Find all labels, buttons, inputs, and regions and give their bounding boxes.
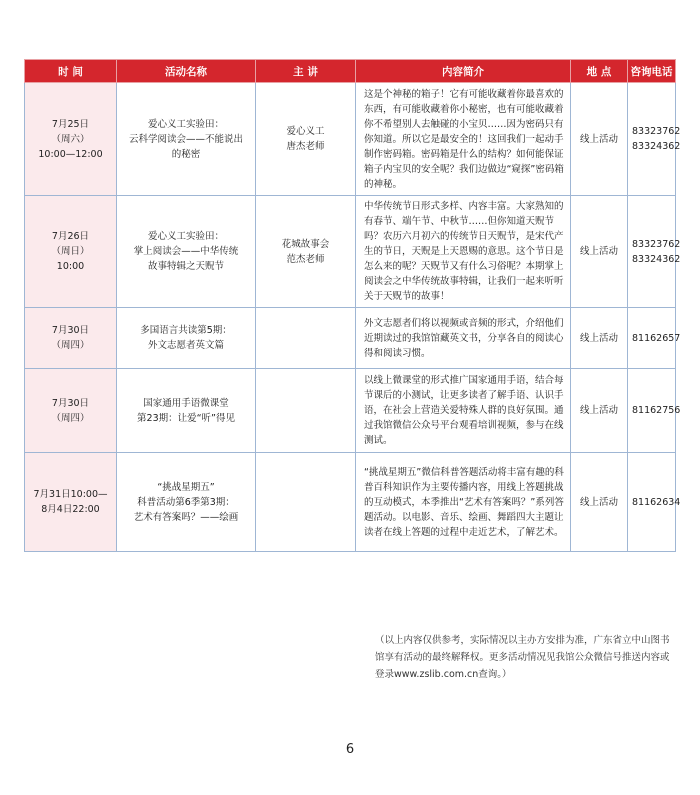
activity-name-cell-line: 艺术有答案吗？——绘画 bbox=[133, 511, 239, 523]
date-cell bbox=[25, 83, 117, 196]
header-speaker: 主 讲 bbox=[256, 60, 356, 83]
activity-table bbox=[24, 59, 681, 552]
phone-cell-line: 83323762 bbox=[632, 238, 681, 250]
header-description: 内容简介 bbox=[356, 60, 571, 83]
table-row bbox=[25, 453, 676, 552]
activity-name-cell-line: 故事特辑之天贶节 bbox=[147, 261, 224, 272]
description-cell: “挑战星期五”微信科普答题活动将丰富有趣的科普百科知识作为主要传播内容，用线上答题挑战的互动模式，本季推出“艺术有答案吗？”系列答题活动。以电影、音乐、绘画、舞蹈四大主题让读者在线上答题的过程中走近艺术，了解艺术。 bbox=[356, 453, 571, 552]
speaker-cell bbox=[256, 369, 356, 453]
activity-name-cell bbox=[117, 196, 256, 308]
footnote: （以上内容仅供参考，实际情况以主办方安排为准，广东省立中山图书馆享有活动的最终解释权。更多活动情况见我馆公众微信号推送内容或登录www.zslib.com.cn查询。） bbox=[375, 635, 670, 680]
phone-cell-line: 81162756 bbox=[632, 405, 681, 416]
date-cell-line: 8月4日22:00 bbox=[41, 504, 100, 515]
description-cell: 以线上微课堂的形式推广国家通用手语，结合每节课后的小测试，让更多读者了解手语、认识手语，在社会上营造关爱特殊人群的良好氛围。通过我馆微信公众号平台观看培训视频，参与在线测试。 bbox=[356, 369, 571, 453]
description-cell: 这是个神秘的箱子！它有可能收藏着你最喜欢的东西，有可能收藏着你小秘密，也有可能收藏着你不希望别人去触碰的小宝贝……因为密码只有你知道。所以它是最安全的！这回我们一起动手制作密码箱。密码箱是什么的结构？如何能保证箱子内宝贝的安全呢？我们边做边“窥探”密码箱的神秘。 bbox=[356, 83, 571, 196]
header-location: 地 点 bbox=[571, 60, 628, 83]
activity-name-cell-line: “挑战星期五” bbox=[157, 481, 215, 493]
location-cell: 线上活动 bbox=[571, 308, 628, 369]
phone-cell-line: 83323762 bbox=[632, 126, 681, 137]
speaker-cell bbox=[256, 196, 356, 308]
phone-cell-line: 81162634 bbox=[632, 496, 681, 508]
activity-name-cell-line: 掌上阅读会——中华传统 bbox=[133, 246, 239, 257]
location-cell: 线上活动 bbox=[571, 369, 628, 453]
activity-name-cell-line: 多国语言共读第5期： bbox=[140, 325, 232, 336]
speaker-cell-line: 爱心义工 bbox=[286, 126, 325, 137]
phone-cell bbox=[628, 453, 681, 552]
date-cell-line: 10:00—12:00 bbox=[38, 148, 103, 160]
activity-name-cell bbox=[117, 83, 256, 196]
speaker-cell bbox=[256, 453, 356, 552]
date-cell bbox=[25, 453, 117, 552]
description-cell: 中华传统节日形式多样、内容丰富。大家熟知的有春节、端午节、中秋节……但你知道天贶节吗？农历六月初六的传统节日天贶节，是宋代产生的节日，天贶是上天恩赐的意思。这个节日是怎么来的呢？天贶节又有什么习俗呢？本期掌上阅读会之中华传统故事特辑，让我们一起来听听关于天贶节的故事！ bbox=[356, 196, 571, 308]
activity-name-cell bbox=[117, 308, 256, 369]
activity-name-cell-line: 科普活动第6季第3期： bbox=[137, 496, 235, 508]
speaker-cell-line: 花城故事会 bbox=[281, 238, 330, 250]
activity-name-cell-line: 第23期：让爱“听”得见 bbox=[137, 412, 235, 424]
phone-cell bbox=[628, 83, 681, 196]
phone-cell-line: 81162657 bbox=[632, 332, 681, 344]
page-number: 6 bbox=[345, 742, 355, 757]
activity-name-cell-line: 爱心义工实验田： bbox=[147, 231, 224, 242]
date-cell-line: （周四） bbox=[51, 340, 90, 351]
date-cell bbox=[25, 369, 117, 453]
location-cell: 线上活动 bbox=[571, 453, 628, 552]
speaker-cell bbox=[256, 83, 356, 196]
activity-name-cell-line: 云科学阅读会——不能说出 bbox=[128, 133, 243, 145]
activity-name-cell-line: 国家通用手语微课堂 bbox=[143, 397, 229, 409]
location-cell: 线上活动 bbox=[571, 83, 628, 196]
phone-cell-line: 83324362 bbox=[632, 141, 681, 152]
activity-name-cell bbox=[117, 369, 256, 453]
date-cell-line: 7月30日 bbox=[51, 397, 90, 409]
activity-name-cell-line: 爱心义工实验田： bbox=[147, 118, 224, 130]
table-header-row bbox=[25, 60, 676, 83]
date-cell-line: 10:00 bbox=[56, 261, 85, 272]
activity-name-cell-line: 外文志愿者英文篇 bbox=[147, 340, 224, 351]
phone-cell-line: 83324362 bbox=[632, 253, 681, 265]
speaker-cell-line: 范杰老师 bbox=[286, 253, 325, 265]
activity-name-cell bbox=[117, 453, 256, 552]
header-time: 时 间 bbox=[25, 60, 117, 83]
description-cell: 外文志愿者们将以视频或音频的形式，介绍他们近期读过的我馆馆藏英文书，分享各自的阅读心得和阅读习惯。 bbox=[356, 308, 571, 369]
speaker-cell-line: 唐杰老师 bbox=[286, 141, 325, 152]
speaker-cell bbox=[256, 308, 356, 369]
date-cell-line: （周六） bbox=[51, 133, 90, 145]
date-cell-line: 7月26日 bbox=[51, 231, 90, 242]
date-cell bbox=[25, 196, 117, 308]
date-cell-line: 7月31日10:00— bbox=[33, 489, 108, 500]
date-cell-line: 7月25日 bbox=[51, 118, 90, 130]
date-cell-line: （周四） bbox=[51, 412, 90, 424]
table-row bbox=[25, 369, 676, 453]
table-row bbox=[25, 196, 676, 308]
date-cell-line: （周日） bbox=[51, 246, 90, 257]
header-phone: 咨询电话 bbox=[628, 60, 676, 83]
date-cell-line: 7月30日 bbox=[51, 325, 90, 336]
table-row bbox=[25, 308, 676, 369]
phone-cell bbox=[628, 369, 681, 453]
date-cell bbox=[25, 308, 117, 369]
phone-cell bbox=[628, 308, 681, 369]
header-activity-name: 活动名称 bbox=[117, 60, 256, 83]
activity-name-cell-line: 的秘密 bbox=[171, 148, 201, 160]
location-cell: 线上活动 bbox=[571, 196, 628, 308]
activity-table-container bbox=[24, 59, 681, 552]
phone-cell bbox=[628, 196, 681, 308]
table-row bbox=[25, 83, 676, 196]
